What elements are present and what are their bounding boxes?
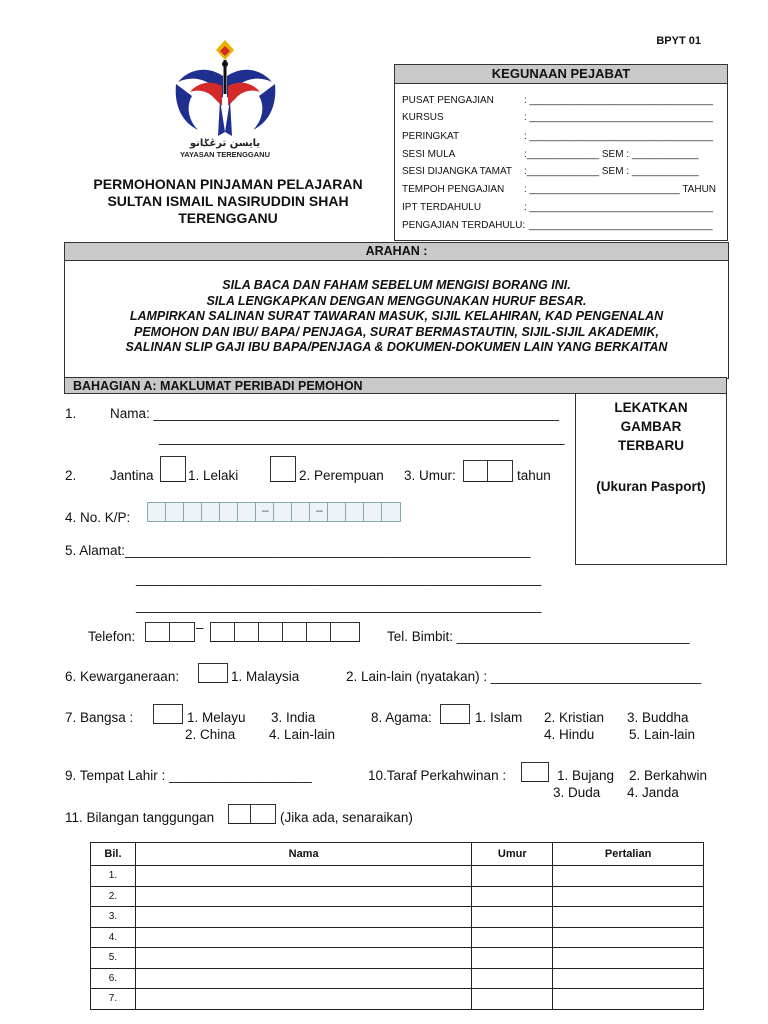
tahun-label: tahun (517, 468, 551, 483)
table-row (91, 968, 704, 989)
telefon-digit-box[interactable] (234, 622, 260, 642)
umur-cell[interactable] (472, 907, 553, 928)
pertalian-cell[interactable] (553, 927, 704, 948)
office-row-label: SESI DIJANGKA TAMAT (402, 166, 513, 177)
instructions-heading: ARAHAN : (65, 243, 728, 261)
nama-cell[interactable] (135, 907, 471, 928)
bangsa-option: 4. Lain-lain (269, 727, 336, 742)
photo-line-1: LEKATKAN (614, 400, 688, 415)
logo-name: YAYASAN TERENGGANU (179, 150, 271, 159)
photo-size-note: (Ukuran Pasport) (596, 479, 706, 494)
kp-label: 4. No. K/P: (65, 510, 131, 525)
senaraikan-note: (Jika ada, senaraikan) (280, 810, 413, 825)
column-header-pertalian: Pertalian (553, 843, 704, 866)
table-row (91, 927, 704, 948)
photo-line-2: GAMBAR (620, 419, 682, 434)
kp-digit-box[interactable] (363, 502, 383, 522)
taraf-checkbox[interactable] (521, 762, 549, 782)
form-code: BPYT 01 (656, 35, 701, 47)
bangsa-option: 2. China (185, 727, 236, 742)
kp-digit-box[interactable] (147, 502, 167, 522)
table-row (91, 907, 704, 928)
agama-option: 2. Kristian (544, 710, 605, 725)
umur-cell[interactable] (472, 927, 553, 948)
column-header-nama: Nama (135, 843, 471, 866)
tempat-lahir-field[interactable]: 9. Tempat Lahir : ___________________ (65, 768, 312, 783)
table-row (91, 989, 704, 1010)
bangsa-label: 7. Bangsa : (65, 710, 134, 725)
photo-box[interactable] (575, 394, 727, 565)
office-row-field[interactable]: _________________________________ (529, 220, 713, 231)
agama-option: 4. Hindu (544, 727, 595, 742)
nama-number: 1. (65, 406, 77, 421)
umur-cell[interactable] (472, 866, 553, 887)
office-row-label: TEMPOH PENGAJIAN (402, 184, 505, 195)
jantina-checkbox[interactable] (270, 456, 296, 482)
agama-label: 8. Agama: (371, 710, 432, 725)
umur-cell[interactable] (472, 948, 553, 969)
agama-option: 5. Lain-lain (629, 727, 696, 742)
kp-digit-box[interactable] (183, 502, 203, 522)
telefon-digit-box[interactable] (282, 622, 308, 642)
instruction-line: SILA LENGKAPKAN DENGAN MENGGUNAKAN HURUF BESAR. (206, 293, 587, 308)
tel-bimbit-field[interactable]: Tel. Bimbit: _______________________________ (387, 629, 690, 644)
row-number: 6. (91, 968, 136, 989)
umur-cell[interactable] (472, 886, 553, 907)
kp-digit-box[interactable] (201, 502, 221, 522)
kp-digit-box[interactable] (273, 502, 293, 522)
telefon-digit-box[interactable] (306, 622, 332, 642)
nama-field[interactable]: Nama: ______________________________________________________ (110, 406, 559, 421)
table-row (91, 886, 704, 907)
office-row-label: PERINGKAT (402, 131, 460, 142)
office-row-field[interactable]: : ___________________________ TAHUN (524, 184, 717, 195)
taraf-option: 1. Bujang (557, 768, 615, 783)
pertalian-cell[interactable] (553, 989, 704, 1010)
title-line-1: PERMOHONAN PINJAMAN PELAJARAN (93, 176, 363, 192)
office-use-box (394, 64, 728, 241)
lain-lain-field[interactable]: 2. Lain-lain (nyatakan) : ____________________________ (346, 669, 702, 684)
instruction-line: SILA BACA DAN FAHAM SEBELUM MENGISI BORANG INI. (222, 278, 571, 292)
kp-digit-box[interactable] (291, 502, 311, 522)
column-header-umur: Umur (472, 843, 553, 866)
nama-cell[interactable] (135, 968, 471, 989)
table-row (91, 948, 704, 969)
umur-cell[interactable] (472, 989, 553, 1010)
umur-digit-box[interactable] (487, 460, 513, 482)
pertalian-cell[interactable] (553, 907, 704, 928)
title-line-2: SULTAN ISMAIL NASIRUDDIN SHAH (107, 193, 349, 209)
nama-cell[interactable] (135, 989, 471, 1010)
kp-digit-box[interactable] (345, 502, 365, 522)
tanggungan-label: 11. Bilangan tanggungan (65, 810, 215, 825)
row-number: 5. (91, 948, 136, 969)
row-number: 7. (91, 989, 136, 1010)
tanggungan-digit-box[interactable] (228, 804, 252, 824)
telefon-digit-box[interactable] (258, 622, 284, 642)
jantina-label: Jantina (110, 468, 154, 483)
agama-checkbox[interactable] (440, 704, 470, 724)
instruction-line: SALINAN SLIP GAJI IBU BAPA/PENJAGA & DOKUMEN-DOKUMEN LAIN YANG BERKAITAN (125, 340, 668, 354)
instructions-box (64, 242, 729, 379)
office-row-label: SESI MULA (402, 149, 456, 160)
kp-digit-box[interactable] (237, 502, 257, 522)
taraf-option: 3. Duda (553, 785, 601, 800)
kp-digit-box[interactable] (327, 502, 347, 522)
alamat-field[interactable]: 5. Alamat:______________________________________________________ (65, 543, 531, 558)
umur-cell[interactable] (472, 968, 553, 989)
table-row (91, 866, 704, 887)
title-line-3: TERENGGANU (178, 210, 278, 226)
pertalian-cell[interactable] (553, 948, 704, 969)
nama-field-line-2[interactable]: ______________________________________________________ (159, 430, 565, 445)
pertalian-cell[interactable] (553, 866, 704, 887)
bangsa-checkbox[interactable] (153, 704, 183, 724)
telefon-digit-box[interactable] (210, 622, 236, 642)
telefon-label: Telefon: (88, 629, 136, 644)
alamat-line-3[interactable]: ______________________________________________________ (136, 598, 542, 613)
office-row-field[interactable]: :_____________ SEM : ____________ (524, 166, 699, 177)
bangsa-option: 3. India (271, 710, 316, 725)
bangsa-option: 1. Melayu (187, 710, 246, 725)
telefon-separator: – (196, 620, 204, 635)
kp-digit-box[interactable] (381, 502, 401, 522)
column-header-bil: Bil. (91, 843, 136, 866)
taraf-option: 4. Janda (627, 785, 679, 800)
office-row-field[interactable]: :_____________ SEM : ____________ (524, 149, 699, 160)
telefon-digit-box[interactable] (330, 622, 360, 642)
photo-line-3: TERBARU (618, 438, 684, 453)
office-row-field[interactable]: : _________________________________ (524, 95, 714, 106)
office-row-field[interactable]: : _________________________________ (524, 202, 714, 213)
agama-option: 3. Buddha (627, 710, 689, 725)
office-row-label: IPT TERDAHULU (402, 202, 482, 213)
logo-caption (150, 138, 300, 159)
row-number: 1. (91, 866, 136, 887)
office-row-field[interactable]: : _________________________________ (524, 131, 714, 142)
nama-cell[interactable] (135, 927, 471, 948)
nama-cell[interactable] (135, 886, 471, 907)
kp-separator: – (316, 503, 323, 517)
agama-option: 1. Islam (475, 710, 523, 725)
office-row-label: PUSAT PENGAJIAN (402, 95, 494, 106)
umur-label: 3. Umur: (404, 468, 456, 483)
instruction-line: LAMPIRKAN SALINAN SURAT TAWARAN MASUK, SIJIL KELAHIRAN, KAD PENGENALAN (129, 309, 664, 323)
kewarganegaraan-checkbox[interactable] (198, 663, 228, 683)
row-number: 2. (91, 886, 136, 907)
dependents-table (90, 842, 704, 1010)
taraf-option: 2. Berkahwin (629, 768, 708, 783)
tanggungan-digit-box[interactable] (250, 804, 276, 824)
telefon-digit-box[interactable] (169, 622, 195, 642)
pertalian-cell[interactable] (553, 968, 704, 989)
logo-jawi-text: يايسن ترڠݢانو (189, 138, 261, 149)
kp-separator: – (262, 503, 269, 517)
telefon-digit-box[interactable] (145, 622, 171, 642)
instruction-line: PEMOHON DAN IBU/ BAPA/ PENJAGA, SURAT BERMASTAUTIN, SIJIL-SIJIL AKADEMIK, (133, 324, 660, 339)
table-header-row (91, 843, 704, 866)
form-title (68, 176, 388, 227)
nama-cell[interactable] (135, 948, 471, 969)
perempuan-label: 2. Perempuan (299, 468, 384, 483)
row-number: 3. (91, 907, 136, 928)
office-row-label: KURSUS (402, 112, 444, 123)
office-use-heading: KEGUNAAN PEJABAT (395, 65, 727, 84)
nama-cell[interactable] (135, 866, 471, 887)
kp-digit-box[interactable] (219, 502, 239, 522)
lelaki-label: 1. Lelaki (188, 468, 239, 483)
kp-digit-box[interactable] (165, 502, 185, 522)
malaysia-label: 1. Malaysia (231, 669, 300, 684)
office-row-label: PENGAJIAN TERDAHULU: (402, 220, 526, 231)
instructions-text (65, 261, 728, 356)
kewarganegaraan-label: 6. Kewarganeraan: (65, 669, 180, 684)
umur-digit-box[interactable] (463, 460, 489, 482)
office-row-field[interactable]: : _________________________________ (524, 112, 714, 123)
jantina-number: 2. (65, 468, 77, 483)
alamat-line-2[interactable]: ______________________________________________________ (136, 571, 542, 586)
taraf-label: 10.Taraf Perkahwinan : (368, 768, 507, 783)
pertalian-cell[interactable] (553, 886, 704, 907)
row-number: 4. (91, 927, 136, 948)
section-a-heading: BAHAGIAN A: MAKLUMAT PERIBADI PEMOHON (64, 377, 727, 394)
jantina-checkbox[interactable] (160, 456, 186, 482)
